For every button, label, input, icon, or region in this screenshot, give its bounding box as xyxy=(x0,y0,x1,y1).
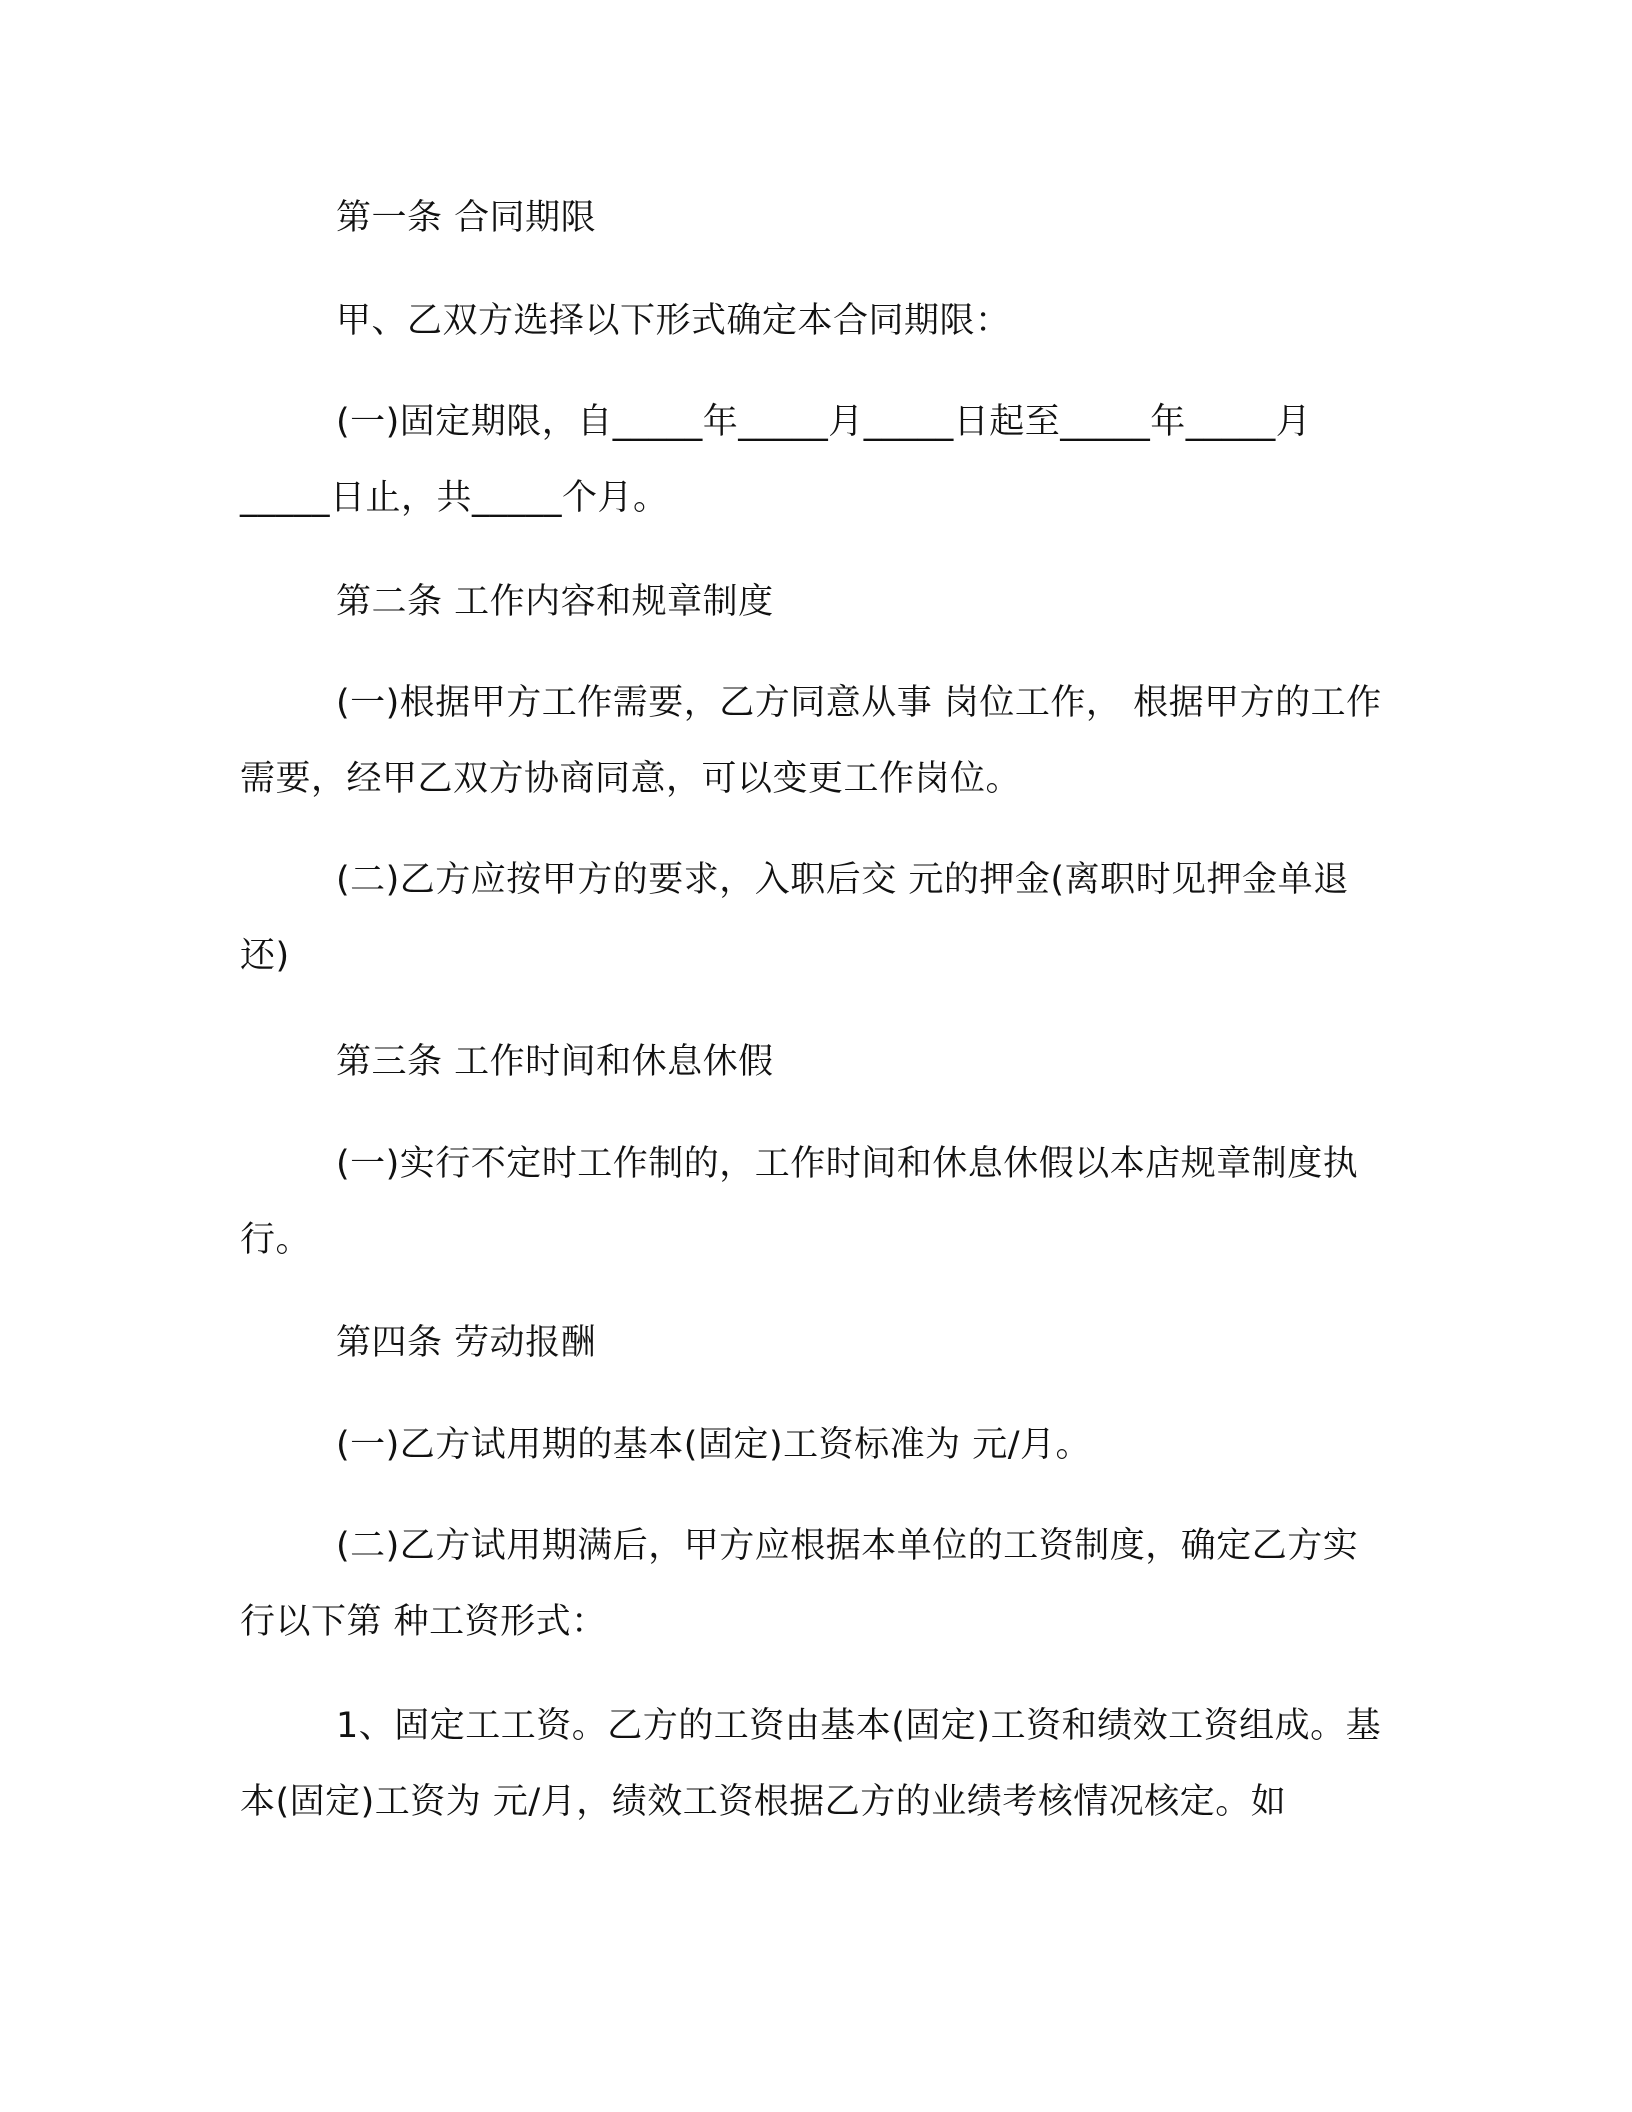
article-1-clause-1: (一)固定期限，自_____年_____月_____日起至_____年_____月_____日止，共_____个月。 xyxy=(240,402,1312,518)
article-4-clause-1: (一)乙方试用期的基本(固定)工资标准为 元/月。 xyxy=(336,1425,1092,1465)
article-1-heading: 第一条 合同期限 xyxy=(336,198,597,238)
article-2-clause-2: (二)乙方应按甲方的要求，入职后交 元的押金(离职时见押金单退还) xyxy=(240,860,1349,976)
article-3-heading: 第三条 工作时间和休息休假 xyxy=(336,1042,774,1082)
article-4-heading: 第四条 劳动报酬 xyxy=(336,1323,597,1363)
article-2-heading: 第二条 工作内容和规章制度 xyxy=(336,582,774,622)
article-2-clause-1: (一)根据甲方工作需要，乙方同意从事 岗位工作， 根据甲方的工作需要，经甲乙双方协商同意，可以变更工作岗位。 xyxy=(240,683,1382,799)
article-1-intro: 甲、乙双方选择以下形式确定本合同期限： xyxy=(336,301,1011,341)
article-4-item-1: 1、固定工工资。乙方的工资由基本(固定)工资和绩效工资组成。基本(固定)工资为 元/月，绩效工资根据乙方的业绩考核情况核定。如 xyxy=(240,1706,1382,1822)
article-3-clause-1: (一)实行不定时工作制的，工作时间和休息休假以本店规章制度执行。 xyxy=(240,1144,1359,1260)
article-4-clause-2: (二)乙方试用期满后，甲方应根据本单位的工资制度，确定乙方实行以下第 种工资形式： xyxy=(240,1526,1359,1642)
